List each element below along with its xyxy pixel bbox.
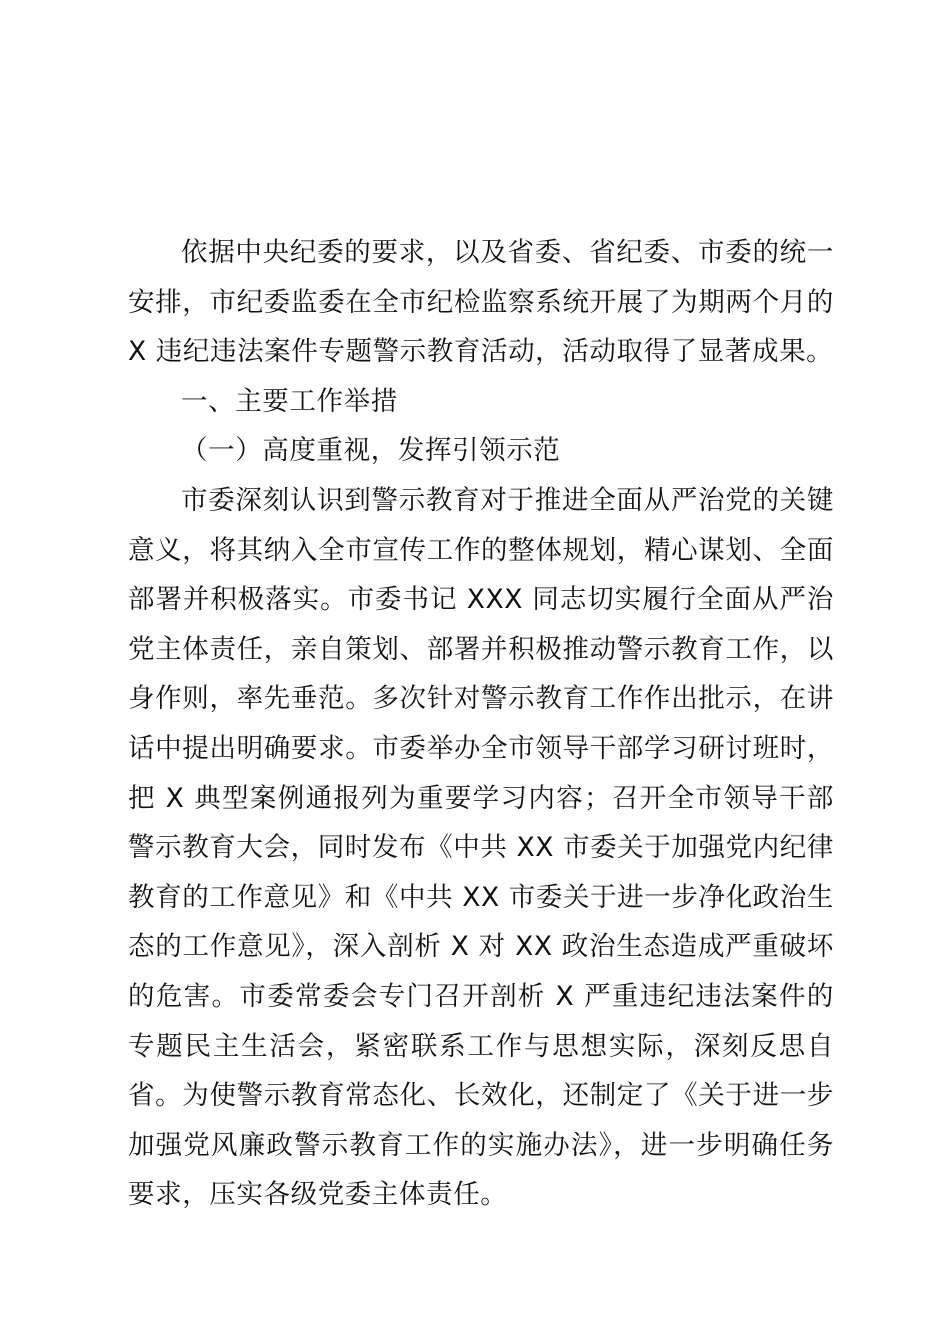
intro-paragraph: 依据中央纪委的要求，以及省委、省纪委、市委的统一安排，市纪委监委在全市纪检监察系统开展了为期两个月的 X 违纪违法案件专题警示教育活动，活动取得了显著成果。 <box>128 237 834 368</box>
section-heading: 一、主要工作举措 <box>181 385 398 417</box>
document-body <box>128 228 834 1220</box>
subsection-heading: （一）高度重视，发挥引领示范 <box>181 435 561 467</box>
body-paragraph: 市委深刻认识到警示教育对于推进全面从严治党的关键意义，将其纳入全市宣传工作的整体规划，精心谋划、全面部署并积极落实。市委书记 XXX 同志切实履行全面从严治党主体责任，亲自策划、部署并积极推动警示教育工作，以身作则，率先垂范。多次针对警示教育工作作出批示，在讲话中提出明确要求。市委举办全市领导干部学习研讨班时，把 X 典型案例通报列为重要学习内容；召开全市领导干部警示教育大会，同时发布《中共 XX 市委关于加强党内纪律教育的工作意见》和《中共 XX 市委关于进一步净化政治生态的工作意见》，深入剖析 X 对 XX 政治生态造成严重破坏的危害。市委常委会专门召开剖析 X 严重违纪违法案件的专题民主生活会，紧密联系工作与思想实际，深刻反思自省。为使警示教育常态化、长效化，还制定了《关于进一步加强党风廉政警示教育工作的实施办法》，进一步明确任务要求，压实各级党委主体责任。 <box>128 484 834 1211</box>
